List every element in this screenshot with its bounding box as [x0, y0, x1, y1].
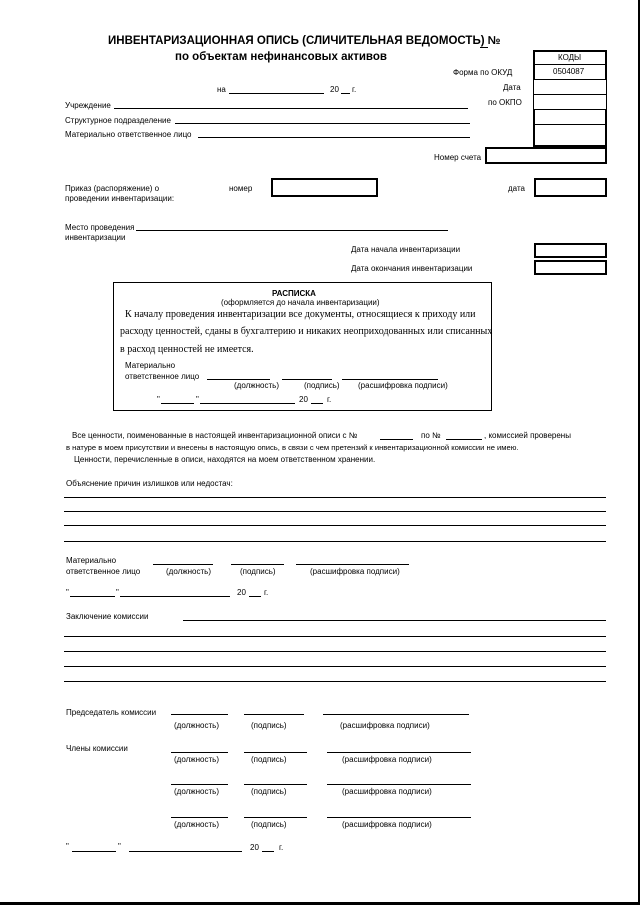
date-year-line[interactable]	[341, 93, 350, 94]
member-decoding-caption: (расшифровка подписи)	[342, 787, 432, 796]
explanation-line[interactable]	[64, 497, 606, 498]
receipt-year-suffix: г.	[327, 395, 332, 404]
receipt-position-caption: (должность)	[234, 381, 279, 390]
form-subtitle: по объектам нефинансовых активов	[175, 51, 387, 63]
member-signature-caption: (подпись)	[251, 755, 287, 764]
receipt-text: расходу ценностей, сданы в бухгалтерию и никаких неоприходованных или списанных	[120, 326, 493, 337]
explanation-line[interactable]	[64, 511, 606, 512]
okpo-code-field[interactable]	[534, 95, 606, 109]
responsible-year: 20	[237, 588, 246, 597]
form-okud-label: Форма по ОКУД	[453, 68, 513, 77]
receipt-position-line[interactable]	[207, 379, 270, 380]
conclusion-line[interactable]	[64, 681, 606, 682]
responsible-decoding-caption: (расшифровка подписи)	[310, 567, 400, 576]
chairman-signature-caption: (подпись)	[251, 721, 287, 730]
receipt-signature-caption: (подпись)	[304, 381, 340, 390]
order-number-field[interactable]	[271, 178, 378, 197]
conclusion-label: Заключение комиссии	[66, 612, 149, 621]
member-signature-line[interactable]	[244, 784, 307, 785]
responsible-signature-caption: (подпись)	[240, 567, 276, 576]
statement-text: Ценности, перечисленные в описи, находятся на моем ответственном хранении.	[74, 455, 376, 464]
order-label: Приказ (распоряжение) о	[65, 184, 160, 193]
order-date-field[interactable]	[534, 178, 607, 197]
final-day-line[interactable]	[72, 851, 116, 852]
member-position-line[interactable]	[171, 817, 228, 818]
division-field[interactable]	[175, 123, 470, 124]
explanation-line[interactable]	[64, 525, 606, 526]
account-number-label: Номер счета	[434, 153, 482, 162]
okud-code: 0504087	[553, 67, 585, 76]
responsible-year-suffix: г.	[264, 588, 269, 597]
responsible-year-line[interactable]	[249, 596, 261, 597]
member-decoding-line[interactable]	[327, 752, 471, 753]
date-year-suffix: г.	[352, 85, 357, 94]
conclusion-line[interactable]	[183, 620, 606, 621]
receipt-text: в расход ценностей не имеется.	[120, 344, 254, 355]
conclusion-line[interactable]	[64, 651, 606, 652]
date-year: 20	[330, 85, 339, 94]
form-number-line[interactable]	[480, 47, 488, 48]
responsible-position-line[interactable]	[153, 564, 213, 565]
member-position-caption: (должность)	[174, 755, 219, 764]
final-quote-open: "	[66, 842, 69, 851]
final-year-suffix: г.	[279, 843, 284, 852]
members-label: Члены комиссии	[66, 744, 128, 753]
member-position-caption: (должность)	[174, 820, 219, 829]
member-signature-caption: (подпись)	[251, 820, 287, 829]
chairman-position-caption: (должность)	[174, 721, 219, 730]
date-code-field[interactable]	[534, 80, 606, 94]
receipt-decoding-caption: (расшифровка подписи)	[358, 381, 448, 390]
member-decoding-caption: (расшифровка подписи)	[342, 820, 432, 829]
receipt-year-line[interactable]	[311, 403, 323, 404]
member-decoding-caption: (расшифровка подписи)	[342, 755, 432, 764]
final-quote-close: "	[118, 842, 121, 851]
receipt-year: 20	[299, 395, 308, 404]
receipt-responsible-label: Материально	[125, 361, 176, 370]
receipt-text: К началу проведения инвентаризации все документы, относящиеся к приходу или	[125, 309, 476, 320]
institution-field[interactable]	[114, 108, 468, 109]
codes-row-divider	[533, 109, 607, 110]
chairman-decoding-line[interactable]	[323, 714, 469, 715]
end-date-label: Дата окончания инвентаризации	[351, 264, 473, 273]
receipt-decoding-line[interactable]	[342, 379, 438, 380]
member-position-caption: (должность)	[174, 787, 219, 796]
statement-to-field[interactable]	[446, 439, 482, 440]
receipt-day-line[interactable]	[161, 403, 194, 404]
chairman-label: Председатель комиссии	[66, 708, 157, 717]
okpo-label: по ОКПО	[488, 98, 522, 107]
responsible-month-line[interactable]	[120, 596, 230, 597]
institution-label: Учреждение	[65, 101, 111, 110]
receipt-signature-line[interactable]	[282, 379, 332, 380]
responsible-quote-close: "	[116, 588, 119, 597]
final-year: 20	[250, 843, 259, 852]
explanation-line[interactable]	[64, 541, 606, 542]
statement-text: , комиссией проверены	[484, 431, 571, 440]
date-prefix: на	[217, 85, 226, 94]
receipt-subtitle: (оформляется до начала инвентаризации)	[221, 298, 380, 307]
responsible-position-caption: (должность)	[166, 567, 211, 576]
responsible-decoding-line[interactable]	[296, 564, 409, 565]
member-signature-line[interactable]	[244, 752, 307, 753]
receipt-responsible-label: ответственное лицо	[125, 372, 200, 381]
receipt-title: РАСПИСКА	[272, 289, 316, 298]
chairman-decoding-caption: (расшифровка подписи)	[340, 721, 430, 730]
conclusion-line[interactable]	[64, 666, 606, 667]
place-label: инвентаризации	[65, 233, 126, 242]
member-decoding-line[interactable]	[327, 784, 471, 785]
final-year-line[interactable]	[262, 851, 274, 852]
member-decoding-line[interactable]	[327, 817, 471, 818]
responsible-signature-line[interactable]	[231, 564, 284, 565]
codes-header: КОДЫ	[558, 53, 582, 62]
division-label: Структурное подразделение	[65, 116, 171, 125]
responsible-sign-label: ответственное лицо	[66, 567, 141, 576]
statement-from-field[interactable]	[380, 439, 413, 440]
responsible-field[interactable]	[198, 137, 470, 138]
date-day-month-line[interactable]	[229, 93, 324, 94]
form-title: ИНВЕНТАРИЗАЦИОННАЯ ОПИСЬ (СЛИЧИТЕЛЬНАЯ ВЕДОМОСТЬ) №	[108, 35, 501, 47]
responsible-sign-label: Материально	[66, 556, 117, 565]
date-label: Дата	[503, 83, 521, 92]
start-date-label: Дата начала инвентаризации	[351, 245, 461, 254]
member-position-line[interactable]	[171, 752, 228, 753]
final-month-line[interactable]	[129, 851, 242, 852]
statement-text: Все ценности, поименованные в настоящей инвентаризационной описи с №	[72, 431, 358, 440]
codes-row-divider	[533, 124, 607, 125]
order-label: проведении инвентаризации:	[65, 194, 175, 203]
place-field[interactable]	[136, 230, 448, 231]
start-date-field[interactable]	[534, 243, 607, 258]
receipt-quote-open: "	[157, 395, 160, 404]
member-position-line[interactable]	[171, 784, 228, 785]
place-label: Место проведения	[65, 223, 135, 232]
order-date-label: дата	[508, 184, 525, 193]
conclusion-line[interactable]	[64, 636, 606, 637]
chairman-position-line[interactable]	[171, 714, 228, 715]
member-signature-caption: (подпись)	[251, 787, 287, 796]
end-date-field[interactable]	[534, 260, 607, 275]
statement-text: по №	[421, 431, 441, 440]
member-signature-line[interactable]	[244, 817, 307, 818]
receipt-quote-close: "	[196, 395, 199, 404]
responsible-day-line[interactable]	[70, 596, 115, 597]
statement-text: в натуре в моем присутствии и внесены в настоящую опись, в связи с чем претензий к инвентаризационной комиссии не имею.	[66, 443, 519, 452]
order-number-label: номер	[229, 184, 253, 193]
responsible-quote-open: "	[66, 588, 69, 597]
receipt-month-line[interactable]	[200, 403, 295, 404]
responsible-label: Материально ответственное лицо	[65, 130, 192, 139]
codes-row-divider	[533, 64, 607, 65]
chairman-signature-line[interactable]	[244, 714, 304, 715]
explanation-label: Объяснение причин излишков или недостач:	[66, 479, 233, 488]
account-number-field[interactable]	[485, 147, 607, 164]
